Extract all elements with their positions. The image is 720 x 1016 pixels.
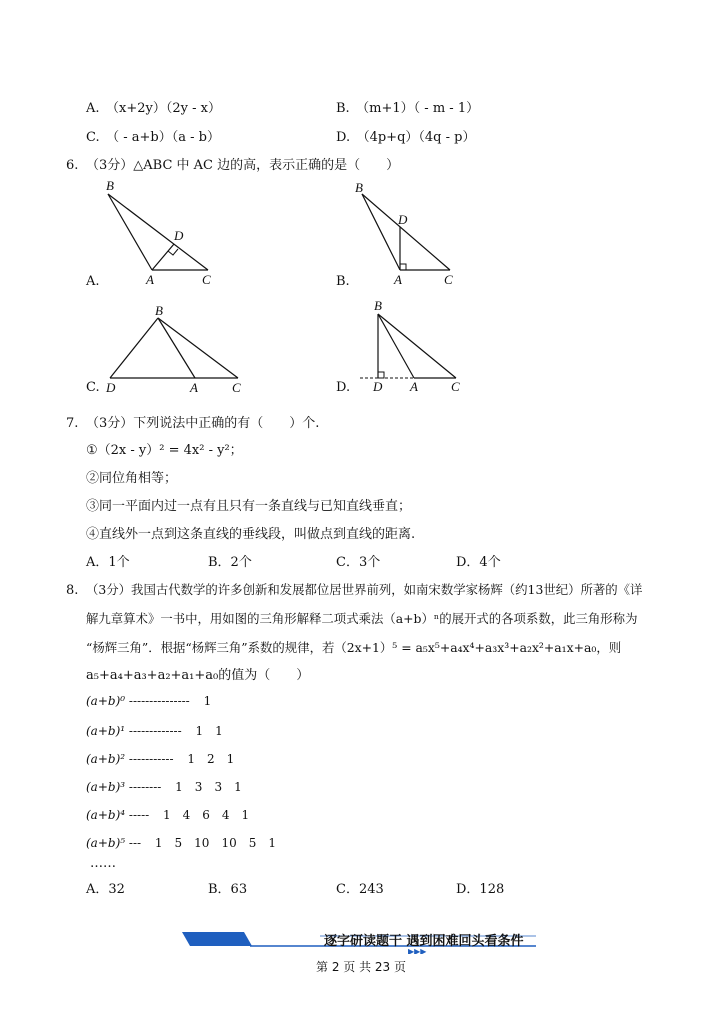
q6-figure-d — [356, 298, 486, 394]
triangle-row-coeffs: 1 5 10 10 5 1 — [154, 836, 276, 850]
q7-option-c: C．3个 — [336, 555, 381, 570]
triangle-row-dashes: --------------- — [128, 694, 190, 708]
triangle-row-label: (a+b)² — [86, 752, 126, 766]
q6-option-c: C. — [86, 380, 100, 395]
triangle-row-dashes: --- — [128, 836, 142, 850]
q8-stem-line-1: （3分）我国古代数学的许多创新和发展都位居世界前列，如南宋数学家杨辉（约13世纪）所著的《详 — [86, 582, 643, 597]
q7-option-d: D．4个 — [456, 555, 501, 570]
fig-a-label-a: A — [146, 272, 154, 287]
q8-option-b: B．63 — [208, 882, 248, 897]
q5-option-a: A. （x+2y）（2y - x） — [86, 101, 221, 116]
fig-d-label-b: B — [374, 298, 382, 313]
triangle-row-dashes: ----- — [128, 808, 150, 822]
fig-b-label-a: A — [394, 272, 402, 287]
triangle-row-label: (a+b)⁵ — [86, 836, 126, 850]
q6-number: 6. — [66, 158, 79, 173]
triangle-row-coeffs: 1 2 1 — [187, 752, 235, 766]
fig-b-label-d: D — [398, 212, 408, 227]
fig-c-label-d: D — [106, 380, 116, 394]
q5-option-b: B. （m+1）（ - m - 1） — [336, 101, 480, 116]
q6-option-a: A. — [86, 274, 100, 289]
q6-figure-b — [350, 178, 480, 288]
triangle-row-4 — [86, 806, 249, 823]
triangle-row-dashes: ------------- — [128, 724, 182, 738]
triangle-row-label: (a+b)³ — [86, 780, 126, 794]
svg-text:▶▶▶: ▶▶▶ — [408, 947, 427, 954]
triangle-row-coeffs: 1 3 3 1 — [175, 780, 242, 794]
q8-number: 8. — [66, 583, 79, 598]
q7-option-a: A．1个 — [86, 555, 130, 570]
q7-option-b: B．2个 — [208, 555, 252, 570]
q8-stem-line-3: “杨辉三角”．根据“杨辉三角”系数的规律，若（2x+1）⁵ = a₅x⁵+a₄x⁴+a₃x³+a₂x²+a₁x+a₀，则 — [86, 640, 622, 655]
triangle-row-dashes: ----------- — [128, 752, 174, 766]
fig-a-label-c: C — [202, 272, 211, 287]
q7-statement-4: ④直线外一点到这条直线的垂线段，叫做点到直线的距离. — [86, 527, 416, 542]
fig-c-label-c: C — [232, 380, 241, 394]
triangle-row-3 — [86, 778, 242, 795]
q8-stem-line-4: a₅+a₄+a₃+a₂+a₁+a₀的值为（ ） — [86, 668, 310, 683]
fig-b-label-c: C — [444, 272, 453, 287]
triangle-row-coeffs: 1 — [203, 694, 212, 708]
fig-a-label-d: D — [174, 228, 184, 243]
triangle-row-coeffs: 1 4 6 4 1 — [163, 808, 250, 822]
q8-stem-line-2: 解九章算术》一书中，用如图的三角形解释二项式乘法（a+b）ⁿ的展开式的各项系数，此三角形称为 — [86, 611, 638, 626]
triangle-row-2 — [86, 750, 234, 767]
q7-statement-3: ③同一平面内过一点有且只有一条直线与已知直线垂直； — [86, 499, 412, 514]
triangle-row-0 — [86, 694, 211, 708]
triangle-row-5 — [86, 834, 276, 851]
q8-option-c: C．243 — [336, 882, 384, 897]
fig-c-label-b: B — [155, 303, 163, 318]
q5-option-d: D. （4p+q）（4q - p） — [336, 130, 476, 145]
triangle-row-1 — [86, 722, 223, 739]
triangle-row-coeffs: 1 1 — [195, 724, 223, 738]
q6-figure-a — [96, 178, 226, 288]
triangle-row-label: (a+b)⁴ — [86, 808, 126, 822]
q6-figure-c — [100, 302, 250, 394]
q7-statement-1: ①（2x - y）² = 4x² - y²； — [86, 443, 243, 458]
q7-stem: （3分）下列说法中正确的有（ ）个. — [86, 416, 320, 431]
footer-banner-text: 逐字研读题干 遇到困难回头看条件 — [324, 934, 524, 949]
fig-a-label-b: B — [106, 178, 114, 193]
triangle-row-label: (a+b)¹ — [86, 724, 126, 738]
q8-option-d: D．128 — [456, 882, 505, 897]
q6-option-b: B. — [336, 274, 350, 289]
triangle-row-label: (a+b)⁰ — [86, 694, 126, 708]
fig-d-label-d: D — [373, 379, 383, 394]
triangle-ellipsis: …… — [90, 856, 116, 871]
page-number: 第 2 页 共 23 页 — [316, 960, 406, 974]
q7-number: 7. — [66, 416, 79, 431]
fig-b-label-b: B — [355, 180, 363, 195]
q8-option-a: A．32 — [86, 882, 125, 897]
triangle-row-dashes: -------- — [128, 780, 162, 794]
q6-stem: （3分）△ABC 中 AC 边的高，表示正确的是（ ） — [86, 158, 400, 173]
fig-d-label-c: C — [451, 379, 460, 394]
fig-c-label-a: A — [190, 380, 198, 394]
q7-statement-2: ②同位角相等； — [86, 471, 178, 486]
q5-option-c: C. （ - a+b）（a - b） — [86, 130, 220, 145]
q6-option-d: D. — [336, 380, 351, 395]
fig-d-label-a: A — [410, 379, 418, 394]
